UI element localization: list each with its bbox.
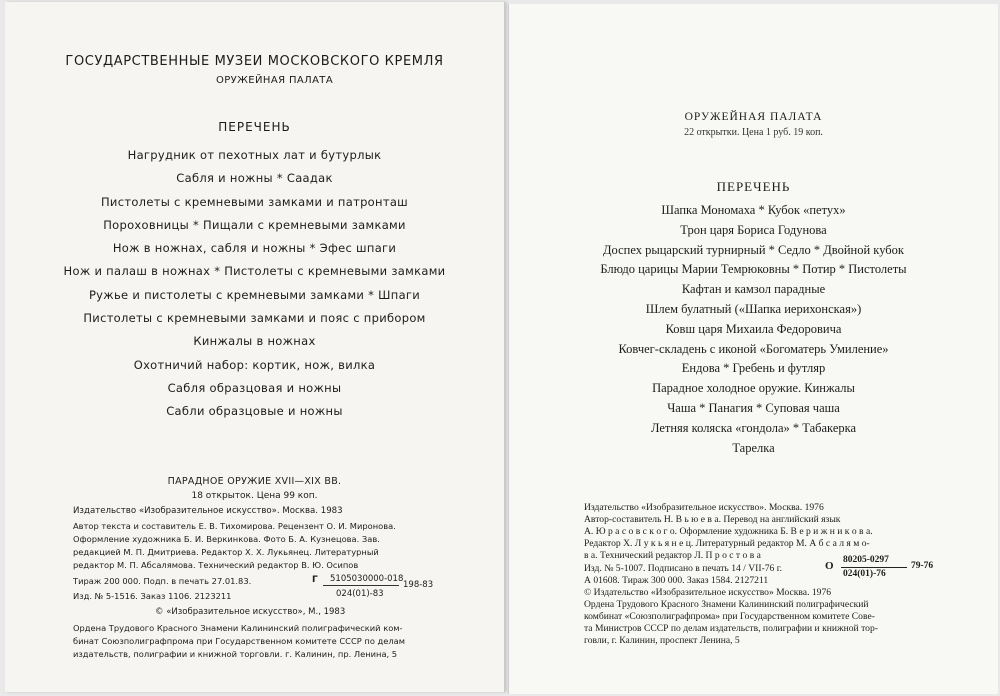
imprint-line: та Министров СССР по делам издательств, полиграфии и книжной тор- [584, 623, 878, 634]
code-divider [841, 567, 907, 568]
imprint-line: говли, г. Калинин, проспект Ленина, 5 [584, 635, 740, 646]
right-postcard-cover [508, 4, 998, 694]
code-right: 198-83 [403, 580, 434, 590]
imprint-line: в а. Технический редактор Л. П р о с т о в а [584, 550, 761, 561]
imprint-line: Ордена Трудового Красного Знамени Калининский полиграфический [584, 599, 869, 610]
list-item: Пистолеты с кремневыми замками и пояс с прибором [83, 311, 426, 326]
list-item: Нагрудник от пехотных лат и бутурлык [127, 148, 382, 162]
code-bottom: 024(01)-83 [336, 589, 384, 599]
imprint-line: Изд. № 5-1007. Подписано в печать 14 / VII-76 г. [584, 563, 783, 574]
print-run: Тираж 200 000. Подп. в печать 27.01.83. [73, 576, 252, 586]
list-item: Нож в ножнах, сабля и ножны * Эфес шпаги [112, 241, 397, 256]
list-item: Сабля и ножны * Саадак [176, 171, 333, 186]
list-item: Кафтан и камзол парадные [681, 282, 826, 297]
imprint-line: А. Ю р а с о в с к о г о. Оформление художника Б. В е р и ж н и к о в а. [584, 526, 873, 537]
imprint-line: А 01608. Тираж 300 000. Заказ 1584. 2127211 [584, 575, 769, 586]
imprint-line: комбинат «Союзполиграфпрома» при Государственном комитете Сове- [584, 611, 875, 622]
list-item: Ендова * Гребень и футляр [681, 361, 826, 376]
code-divider [323, 585, 399, 586]
list-title: ПЕРЕЧЕНЬ [218, 120, 291, 134]
credits-line: редактор М. П. Абсалямова. Технический редактор В. Ю. Осипов [73, 560, 359, 570]
list-title: ПЕРЕЧЕНЬ [716, 179, 791, 194]
list-item: Чаша * Панагия * Суповая чаша [667, 400, 840, 415]
set-info: 22 открытки. Цена 1 руб. 19 коп. [684, 127, 823, 138]
code-top: 80205-0297 [843, 555, 889, 565]
set-info: 18 открыток. Цена 99 коп. [191, 491, 318, 501]
list-item: Шапка Мономаха * Кубок «петух» [661, 203, 846, 217]
list-item: Тарелка [732, 440, 775, 455]
list-item: Ковш царя Михаила Федоровича [665, 321, 842, 336]
list-item: Сабли образцовые и ножны [166, 404, 343, 419]
list-item: Охотничий набор: кортик, нож, вилка [133, 357, 376, 372]
printer-line: бинат Союзполиграфпрома при Государственном комитете СССР по делам [73, 636, 406, 646]
credits-line: Автор текста и составитель Е. В. Тихомирова. Рецензент О. И. Миронова. [73, 521, 396, 531]
credits-line: Оформление художника Б. И. Веркинкова. Фото Б. А. Кузнецова. Зав. [73, 534, 380, 544]
left-postcard-cover [5, 2, 505, 692]
code-letter: Г [312, 575, 318, 585]
list-item: Нож и палаш в ножнах * Пистолеты с кремневыми замками [63, 264, 446, 279]
publisher-line: Издательство «Изобразительное искусство». Москва. 1983 [73, 506, 343, 516]
list-item: Летняя коляска «гондола» * Табакерка [650, 420, 857, 435]
list-item: Ружье и пистолеты с кремневыми замками * Шпаги [88, 287, 421, 302]
postcard-list [509, 201, 998, 458]
imprint-line: Издательство «Изобразительное искусство». Москва. 1976 [584, 502, 824, 513]
list-item: Пистолеты с кремневыми замками и патронташ [100, 194, 409, 209]
postcard-list [5, 144, 504, 424]
list-item: Блюдо царицы Марии Темрюковны * Потир * Пистолеты [600, 262, 907, 277]
armory-title: ОРУЖЕЙНАЯ ПАЛАТА [684, 111, 823, 123]
imprint-line: © Издательство «Изобразительное искусство» Москва. 1976 [584, 587, 832, 598]
list-item: Ковчег-складень с иконой «Богоматерь Умиление» [618, 341, 889, 356]
set-title: ПАРАДНОЕ ОРУЖИЕ XVII—XIX ВВ. [167, 476, 342, 487]
armory-subtitle: ОРУЖЕЙНАЯ ПАЛАТА [215, 75, 334, 86]
list-item: Трон царя Бориса Годунова [680, 222, 827, 237]
printer-line: Ордена Трудового Красного Знамени Калининский полиграфический ком- [73, 623, 403, 633]
code-letter: О [825, 560, 834, 572]
imprint-line: Редактор Х. Л у к ь я н е ц. Литературный редактор М. А б с а л я м о- [584, 538, 870, 549]
list-item: Пороховницы * Пищали с кремневыми замками [103, 217, 406, 232]
credits-line: редакцией М. П. Дмитриева. Редактор Х. Х. Лукьянец. Литературный [73, 547, 379, 557]
copyright-line: © «Изобразительное искусство», М., 1983 [155, 607, 346, 617]
code-bottom: 024(01)-76 [843, 569, 886, 579]
printer-line: издательств, полиграфии и книжной торговли. г. Калинин, пр. Ленина, 5 [73, 649, 398, 659]
list-item: Доспех рыцарский турнирный * Седло * Двойной кубок [603, 242, 904, 257]
museum-title: ГОСУДАРСТВЕННЫЕ МУЗЕИ МОСКОВСКОГО КРЕМЛЯ [65, 54, 444, 69]
code-top: 5105030000-018 [330, 574, 404, 584]
list-item: Сабля образцовая и ножны [167, 380, 342, 395]
imprint-line: Автор-составитель Н. В ь ю е в а. Перевод на английский язык [584, 514, 841, 525]
list-item: Парадное холодное оружие. Кинжалы [652, 381, 855, 396]
list-item: Кинжалы в ножнах [193, 334, 316, 349]
list-item: Шлем булатный («Шапка иерихонская») [645, 301, 862, 316]
order-info: Изд. № 5-1516. Заказ 1106. 2123211 [73, 591, 232, 601]
code-right: 79-76 [911, 561, 934, 571]
